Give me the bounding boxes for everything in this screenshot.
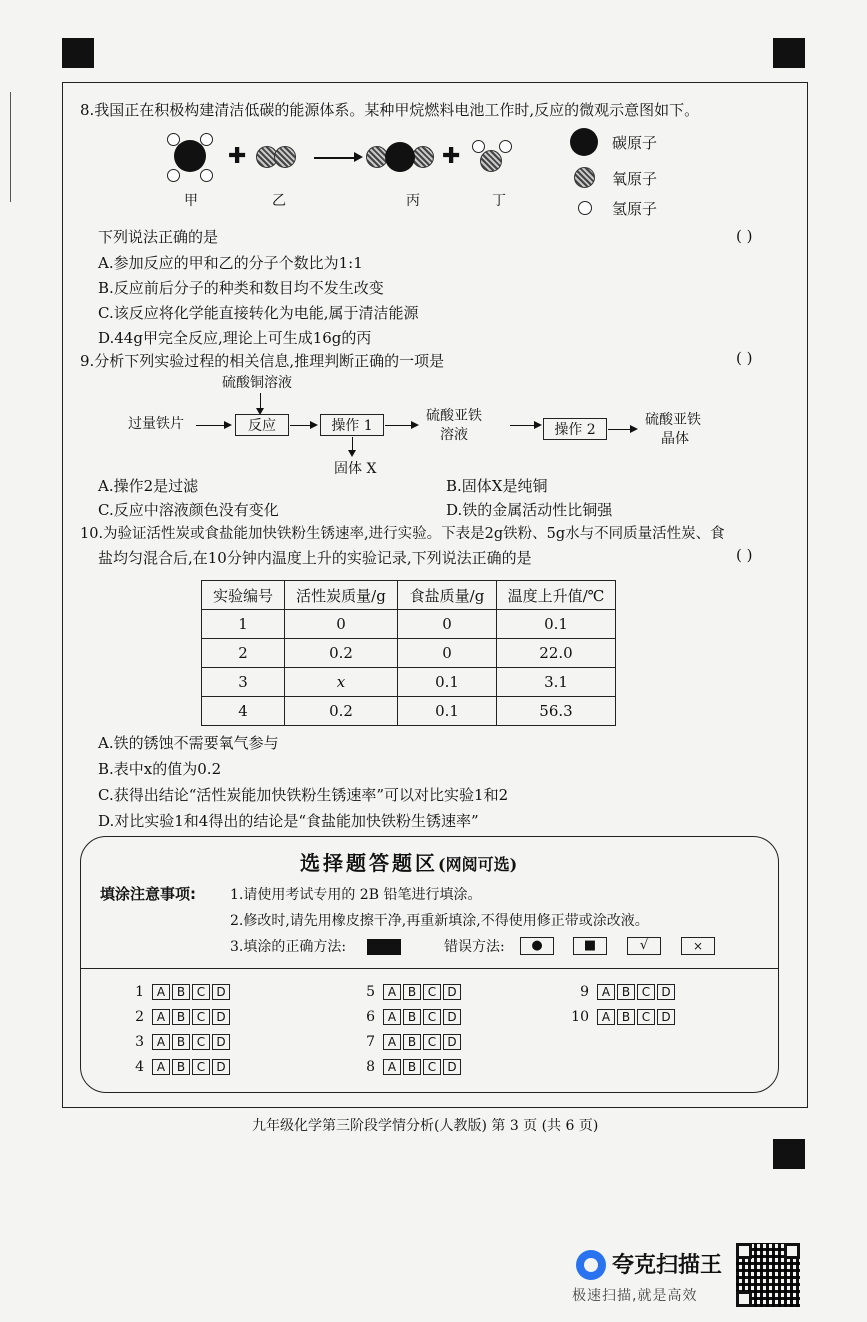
- answer-row-9: 9 A B C D: [571, 984, 677, 1000]
- table-cell: 0.2: [285, 639, 398, 668]
- bubble-a[interactable]: A: [383, 1034, 401, 1050]
- bubble-d[interactable]: D: [212, 984, 230, 1000]
- bubble-c[interactable]: C: [423, 1034, 441, 1050]
- table-header: 温度上升值/℃: [497, 581, 616, 610]
- flow-product-line1: 硫酸亚铁: [645, 412, 701, 428]
- table-cell: 3.1: [497, 668, 616, 697]
- flow-arrow-2: [290, 425, 312, 426]
- wrong-example-square: ■: [573, 937, 607, 955]
- table-header: 活性炭质量/g: [285, 581, 398, 610]
- answer-area-title-suffix: (网阅可选): [438, 855, 518, 874]
- flow-step-reaction: 反应: [235, 414, 289, 436]
- hydrogen-atom: [167, 169, 180, 182]
- flow-step-operation-1: 操作 1: [320, 414, 384, 436]
- table-row: [202, 610, 616, 639]
- q9-option-b: B.固体X是纯铜: [446, 477, 548, 495]
- answer-row-5: 5 A B C D: [357, 984, 463, 1000]
- plus-sign: ✚: [228, 144, 247, 169]
- table-cell: 0.2: [285, 697, 398, 726]
- bubble-b[interactable]: B: [403, 1009, 421, 1025]
- q10-stem-line2: 盐均匀混合后,在10分钟内温度上升的实验记录,下列说法正确的是: [98, 549, 532, 567]
- page-footer: 九年级化学第三阶段学情分析(人教版) 第 3 页 (共 6 页): [252, 1118, 599, 1134]
- table-cell: 22.0: [497, 639, 616, 668]
- bubble-a[interactable]: A: [152, 1009, 170, 1025]
- bubble-b[interactable]: B: [403, 984, 421, 1000]
- bubble-a[interactable]: A: [152, 984, 170, 1000]
- q9-stem: 9.分析下列实验过程的相关信息,推理判断正确的一项是: [80, 352, 445, 370]
- bubble-a[interactable]: A: [597, 984, 615, 1000]
- corner-marker-top-left: [62, 38, 94, 68]
- flow-arrow-1-head: [224, 421, 232, 429]
- q10-option-b: B.表中x的值为0.2: [98, 760, 222, 778]
- bubble-d[interactable]: D: [212, 1034, 230, 1050]
- flow-step-operation-2: 操作 2: [543, 418, 607, 440]
- fill-note-2: 2.修改时,请先用橡皮擦干净,再重新填涂,不得使用修正带或涂改液。: [230, 913, 649, 929]
- answer-row-8: 8 A B C D: [357, 1059, 463, 1075]
- answer-area-title-text: 选择题答题区: [300, 851, 438, 875]
- q9-option-c: C.反应中溶液颜色没有变化: [98, 501, 279, 519]
- reaction-arrow-head: [354, 152, 363, 162]
- bubble-a[interactable]: A: [152, 1034, 170, 1050]
- q10-option-d: D.对比实验1和4得出的结论是“食盐能加快铁粉生锈速率”: [98, 812, 479, 830]
- flow-solid-label: 固体 X: [334, 461, 377, 477]
- table-header-row: [202, 581, 616, 610]
- flow-solution-line2: 溶液: [440, 427, 468, 443]
- carbon-atom: [174, 140, 206, 172]
- q8-option-d: D.44g甲完全反应,理论上可生成16g的丙: [98, 329, 372, 347]
- scanner-tagline: 极速扫描,就是高效: [572, 1288, 698, 1304]
- flow-solution-line1: 硫酸亚铁: [426, 408, 482, 424]
- bubble-c[interactable]: C: [192, 984, 210, 1000]
- hydrogen-atom-legend-icon: [578, 201, 592, 215]
- flow-arrow-5: [608, 429, 632, 430]
- q8-prompt: 下列说法正确的是: [98, 228, 219, 246]
- bubble-b[interactable]: B: [172, 1009, 190, 1025]
- molecule-label-jia: 甲: [184, 193, 198, 209]
- wrong-example-dot: ●: [520, 937, 554, 955]
- table-cell: 0: [285, 610, 398, 639]
- hydrogen-atom: [499, 140, 512, 153]
- bubble-d[interactable]: D: [212, 1009, 230, 1025]
- scan-edge-line: [10, 92, 11, 202]
- molecule-label-yi: 乙: [272, 193, 286, 209]
- plus-sign: ✚: [442, 144, 461, 169]
- bubble-b[interactable]: B: [403, 1034, 421, 1050]
- bubble-d[interactable]: D: [212, 1059, 230, 1075]
- bubble-c[interactable]: C: [423, 984, 441, 1000]
- flow-arrow-4: [510, 425, 536, 426]
- table-cell: 4: [202, 697, 285, 726]
- table-row: [202, 668, 616, 697]
- reaction-arrow: [314, 157, 358, 159]
- wrong-example-check: √: [627, 937, 661, 955]
- fill-note-1: 1.请使用考试专用的 2B 铅笔进行填涂。: [230, 887, 482, 903]
- bubble-b[interactable]: B: [172, 1034, 190, 1050]
- q10-option-c: C.获得出结论“活性炭能加快铁粉生锈速率”可以对比实验1和2: [98, 786, 509, 804]
- table-cell: 0.1: [398, 697, 497, 726]
- bubble-a[interactable]: A: [383, 1059, 401, 1075]
- q10-answer-paren: ( ): [736, 546, 753, 564]
- q8-stem: 8.我国正在积极构建清洁低碳的能源体系。某种甲烷燃料电池工作时,反应的微观示意图如下。: [80, 101, 700, 119]
- bubble-a[interactable]: A: [597, 1009, 615, 1025]
- bubble-b[interactable]: B: [617, 1009, 635, 1025]
- bubble-d[interactable]: D: [443, 1009, 461, 1025]
- answer-row-2: 2 A B C D: [126, 1009, 232, 1025]
- bubble-d[interactable]: D: [657, 984, 675, 1000]
- answer-row-6: 6 A B C D: [357, 1009, 463, 1025]
- bubble-c[interactable]: C: [423, 1059, 441, 1075]
- legend-hydrogen: 氢原子: [612, 200, 658, 218]
- answer-row-7: 7 A B C D: [357, 1034, 463, 1050]
- carbon-atom: [385, 142, 415, 172]
- flow-arrow-4-head: [534, 421, 542, 429]
- flow-arrow-3: [385, 425, 413, 426]
- bubble-c[interactable]: C: [192, 1059, 210, 1075]
- oxygen-atom: [480, 150, 502, 172]
- q10-stem-line1: 10.为验证活性炭或食盐能加快铁粉生锈速率,进行实验。下表是2g铁粉、5g水与不同质量活性炭、食: [80, 526, 725, 542]
- table-row: [202, 697, 616, 726]
- bubble-c[interactable]: C: [637, 984, 655, 1000]
- q9-option-d: D.铁的金属活动性比铜强: [446, 501, 613, 519]
- answer-row-3: 3 A B C D: [126, 1034, 232, 1050]
- bubble-a[interactable]: A: [383, 1009, 401, 1025]
- fill-notes-label: 填涂注意事项:: [100, 885, 196, 903]
- bubble-b[interactable]: B: [172, 1059, 190, 1075]
- table-cell: 0: [398, 639, 497, 668]
- table-cell: 56.3: [497, 697, 616, 726]
- answer-row-1: 1 A B C D: [126, 984, 232, 1000]
- flow-start-label: 过量铁片: [128, 416, 184, 432]
- bubble-c[interactable]: C: [423, 1009, 441, 1025]
- table-cell: 2: [202, 639, 285, 668]
- bubble-c[interactable]: C: [192, 1009, 210, 1025]
- bubble-c[interactable]: C: [637, 1009, 655, 1025]
- molecule-label-ding: 丁: [492, 193, 506, 209]
- oxygen-atom-legend-icon: [574, 167, 595, 188]
- answer-row-4: 4 A B C D: [126, 1059, 232, 1075]
- bubble-d[interactable]: D: [443, 1034, 461, 1050]
- corner-marker-top-right: [773, 38, 805, 68]
- table-row: [202, 639, 616, 668]
- bubble-a[interactable]: A: [152, 1059, 170, 1075]
- flow-arrow-3-head: [411, 421, 419, 429]
- bubble-b[interactable]: B: [403, 1059, 421, 1075]
- bubble-a[interactable]: A: [383, 984, 401, 1000]
- hydrogen-atom: [200, 169, 213, 182]
- q9-answer-paren: ( ): [736, 349, 753, 367]
- q8-option-c: C.该反应将化学能直接转化为电能,属于清洁能源: [98, 304, 419, 322]
- table-cell: 3: [202, 668, 285, 697]
- q10-option-a: A.铁的锈蚀不需要氧气参与: [98, 734, 279, 752]
- molecule-label-bing: 丙: [406, 193, 420, 209]
- table-cell: 0: [398, 610, 497, 639]
- scanner-logo-icon: [576, 1250, 606, 1280]
- table-cell: 0.1: [497, 610, 616, 639]
- answer-row-10: 10 A B C D: [571, 1009, 677, 1025]
- scanner-brand: 夸克扫描王: [612, 1253, 723, 1278]
- legend-carbon: 碳原子: [612, 134, 658, 152]
- answer-area-divider: [80, 968, 779, 969]
- oxygen-atom: [274, 146, 296, 168]
- bubble-b[interactable]: B: [617, 984, 635, 1000]
- corner-marker-bottom-right: [773, 1139, 805, 1169]
- q8-answer-paren: ( ): [736, 227, 753, 245]
- table-cell: 1: [202, 610, 285, 639]
- flow-arrow-2-head: [310, 421, 318, 429]
- answer-area-title: [300, 847, 517, 876]
- bubble-d[interactable]: D: [443, 984, 461, 1000]
- flow-product-line2: 晶体: [661, 431, 689, 447]
- bubble-d[interactable]: D: [443, 1059, 461, 1075]
- flow-solid-arrow-head: [348, 450, 356, 457]
- hydrogen-atom: [472, 140, 485, 153]
- flow-arrow-5-head: [630, 425, 638, 433]
- qr-code: [736, 1243, 800, 1307]
- q8-option-b: B.反应前后分子的种类和数目均不发生改变: [98, 279, 384, 297]
- wrong-example-cross: ×: [681, 937, 715, 955]
- flow-reagent-label: 硫酸铜溶液: [222, 375, 292, 391]
- carbon-atom-legend-icon: [570, 128, 598, 156]
- table-header: 食盐质量/g: [398, 581, 497, 610]
- table-cell: 0.1: [398, 668, 497, 697]
- legend-oxygen: 氧原子: [612, 170, 658, 188]
- bubble-b[interactable]: B: [172, 984, 190, 1000]
- flow-arrow-1: [196, 425, 226, 426]
- correct-fill-example: [367, 939, 401, 955]
- experiment-table: [201, 580, 616, 726]
- hydrogen-atom: [200, 133, 213, 146]
- bubble-c[interactable]: C: [192, 1034, 210, 1050]
- table-header: 实验编号: [202, 581, 285, 610]
- oxygen-atom: [412, 146, 434, 168]
- q9-option-a: A.操作2是过滤: [98, 477, 199, 495]
- fill-note-3: 3.填涂的正确方法:: [230, 939, 347, 955]
- wrong-method-label: 错误方法:: [444, 939, 505, 955]
- bubble-d[interactable]: D: [657, 1009, 675, 1025]
- table-cell: x: [285, 668, 398, 697]
- q8-option-a: A.参加反应的甲和乙的分子个数比为1:1: [98, 254, 363, 272]
